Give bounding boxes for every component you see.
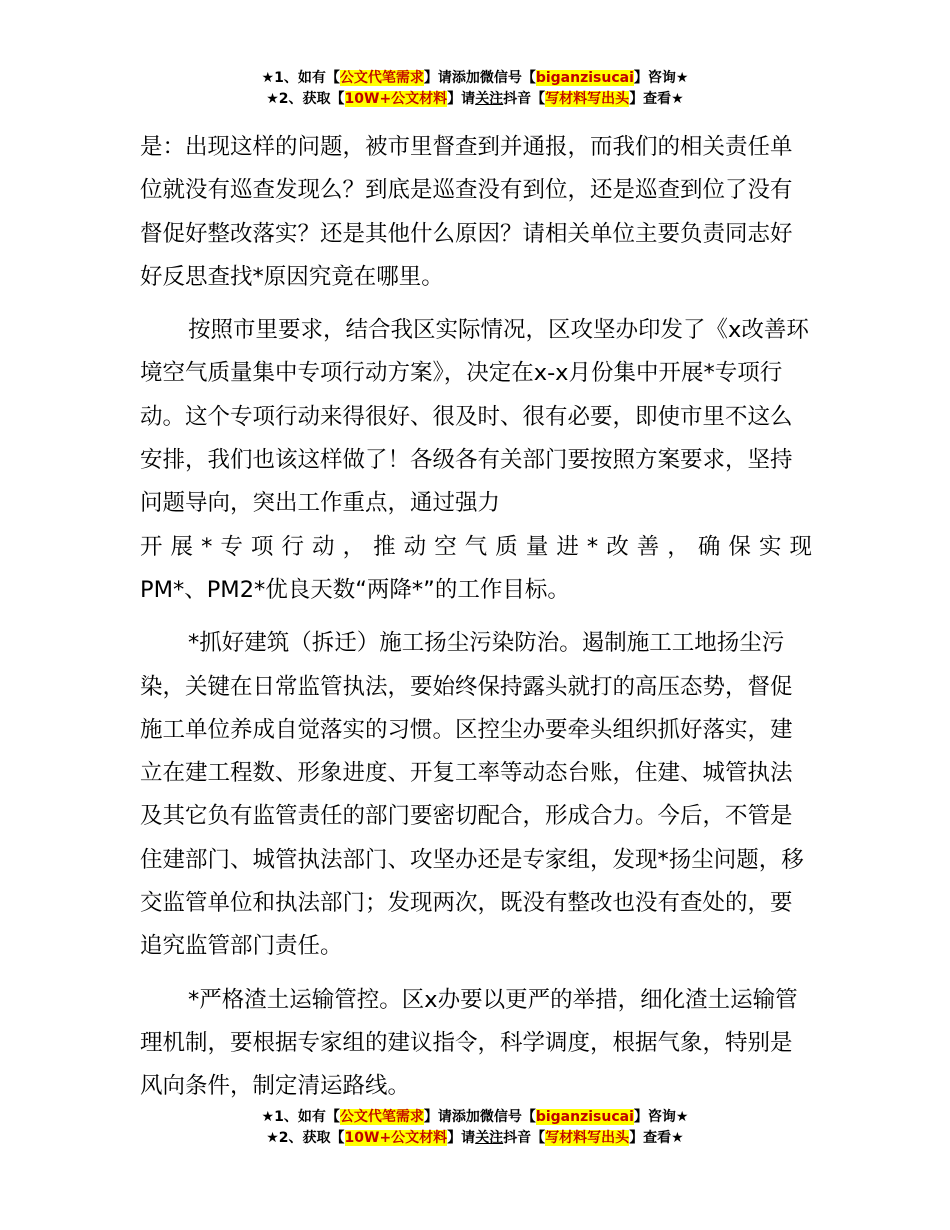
banner-text: 抖音【 — [503, 1130, 546, 1146]
paragraph-line: PM*、PM2*优良天数“两降*”的工作目标。 — [140, 576, 570, 603]
wechat-id-highlight: biganzisucai — [535, 1109, 634, 1125]
banner-text: ★2、获取【 — [266, 91, 345, 107]
paragraph-line: 开展*专项行动，推动空气质量进*改善，确保实现 — [140, 533, 812, 560]
banner-highlight: 10W+公文材料 — [344, 1130, 448, 1146]
banner-line-2 — [0, 1128, 950, 1149]
banner-line-2 — [0, 89, 950, 110]
document-body — [140, 126, 812, 1119]
banner-text: 】请添加微信号【 — [423, 70, 536, 86]
banner-text: 】请 — [447, 1130, 476, 1146]
wechat-id-highlight: biganzisucai — [535, 70, 634, 86]
paragraph: *抓好建筑（拆迁）施工扬尘污染防治。遏制施工工地扬尘污染，关键在日常监管执法，要始终保持露头就打的高压态势，督促施工单位养成自觉落实的习惯。区控尘办要牵头组织抓好落实，建立在建工程数、形象进度、开复工率等动态台账，住建、城管执法及其它负有监管责任的部门要密切配合，形成合力。今后，不管是住建部门、城管执法部门、攻坚办还是专家组，发现*扬尘问题，移交监管单位和执法部门；发现两次，既没有整改也没有查处的，要追究监管部门责任。 — [140, 630, 804, 960]
banner-text: ★2、获取【 — [266, 1130, 345, 1146]
banner-text: 】请添加微信号【 — [423, 1109, 536, 1125]
banner-highlight: 公文代笔需求 — [339, 1109, 424, 1125]
paragraph-group — [140, 309, 812, 525]
banner-text: 】请 — [447, 91, 476, 107]
header-banner — [0, 68, 950, 110]
banner-line-1 — [0, 1107, 950, 1128]
banner-underline: 关注 — [475, 1130, 504, 1146]
banner-text: 】查看★ — [629, 1130, 684, 1146]
banner-highlight: 写材料写出头 — [545, 1130, 630, 1146]
banner-text: ★1、如有【 — [261, 1109, 340, 1125]
banner-line-1 — [0, 68, 950, 89]
banner-text: 】咨询★ — [633, 70, 689, 86]
paragraph: 按照市里要求，结合我区实际情况，区攻坚办印发了《x改善环境空气质量集中专项行动方案》，决定在x-x月份集中开展*专项行动。这个专项行动来得很好、很及时、很有必要，即使市里不这么安排，我们也该这样做了！各级各有关部门要按照方案要求，坚持问题导向，突出工作重点，通过强力 — [140, 317, 809, 517]
banner-underline: 关注 — [475, 91, 504, 107]
banner-text: 】咨询★ — [633, 1109, 689, 1125]
banner-text: 抖音【 — [503, 91, 546, 107]
banner-text: 】查看★ — [629, 91, 684, 107]
banner-highlight: 10W+公文材料 — [344, 91, 448, 107]
paragraph: *严格渣土运输管控。区x办要以更严的举措，细化渣土运输管理机制，要根据专家组的建议指令，科学调度，根据气象，特别是风向条件，制定清运路线。 — [140, 986, 798, 1100]
footer-banner — [0, 1107, 950, 1149]
paragraph: 是：出现这样的问题，被市里督查到并通报，而我们的相关责任单位就没有巡查发现么？到底是巡查没有到位，还是巡查到位了没有督促好整改落实？还是其他什么原因？请相关单位主要负责同志好好反思查找*原因究竟在哪里。 — [140, 134, 793, 290]
banner-highlight: 公文代笔需求 — [339, 70, 424, 86]
banner-highlight: 写材料写出头 — [545, 91, 630, 107]
banner-text: ★1、如有【 — [261, 70, 340, 86]
